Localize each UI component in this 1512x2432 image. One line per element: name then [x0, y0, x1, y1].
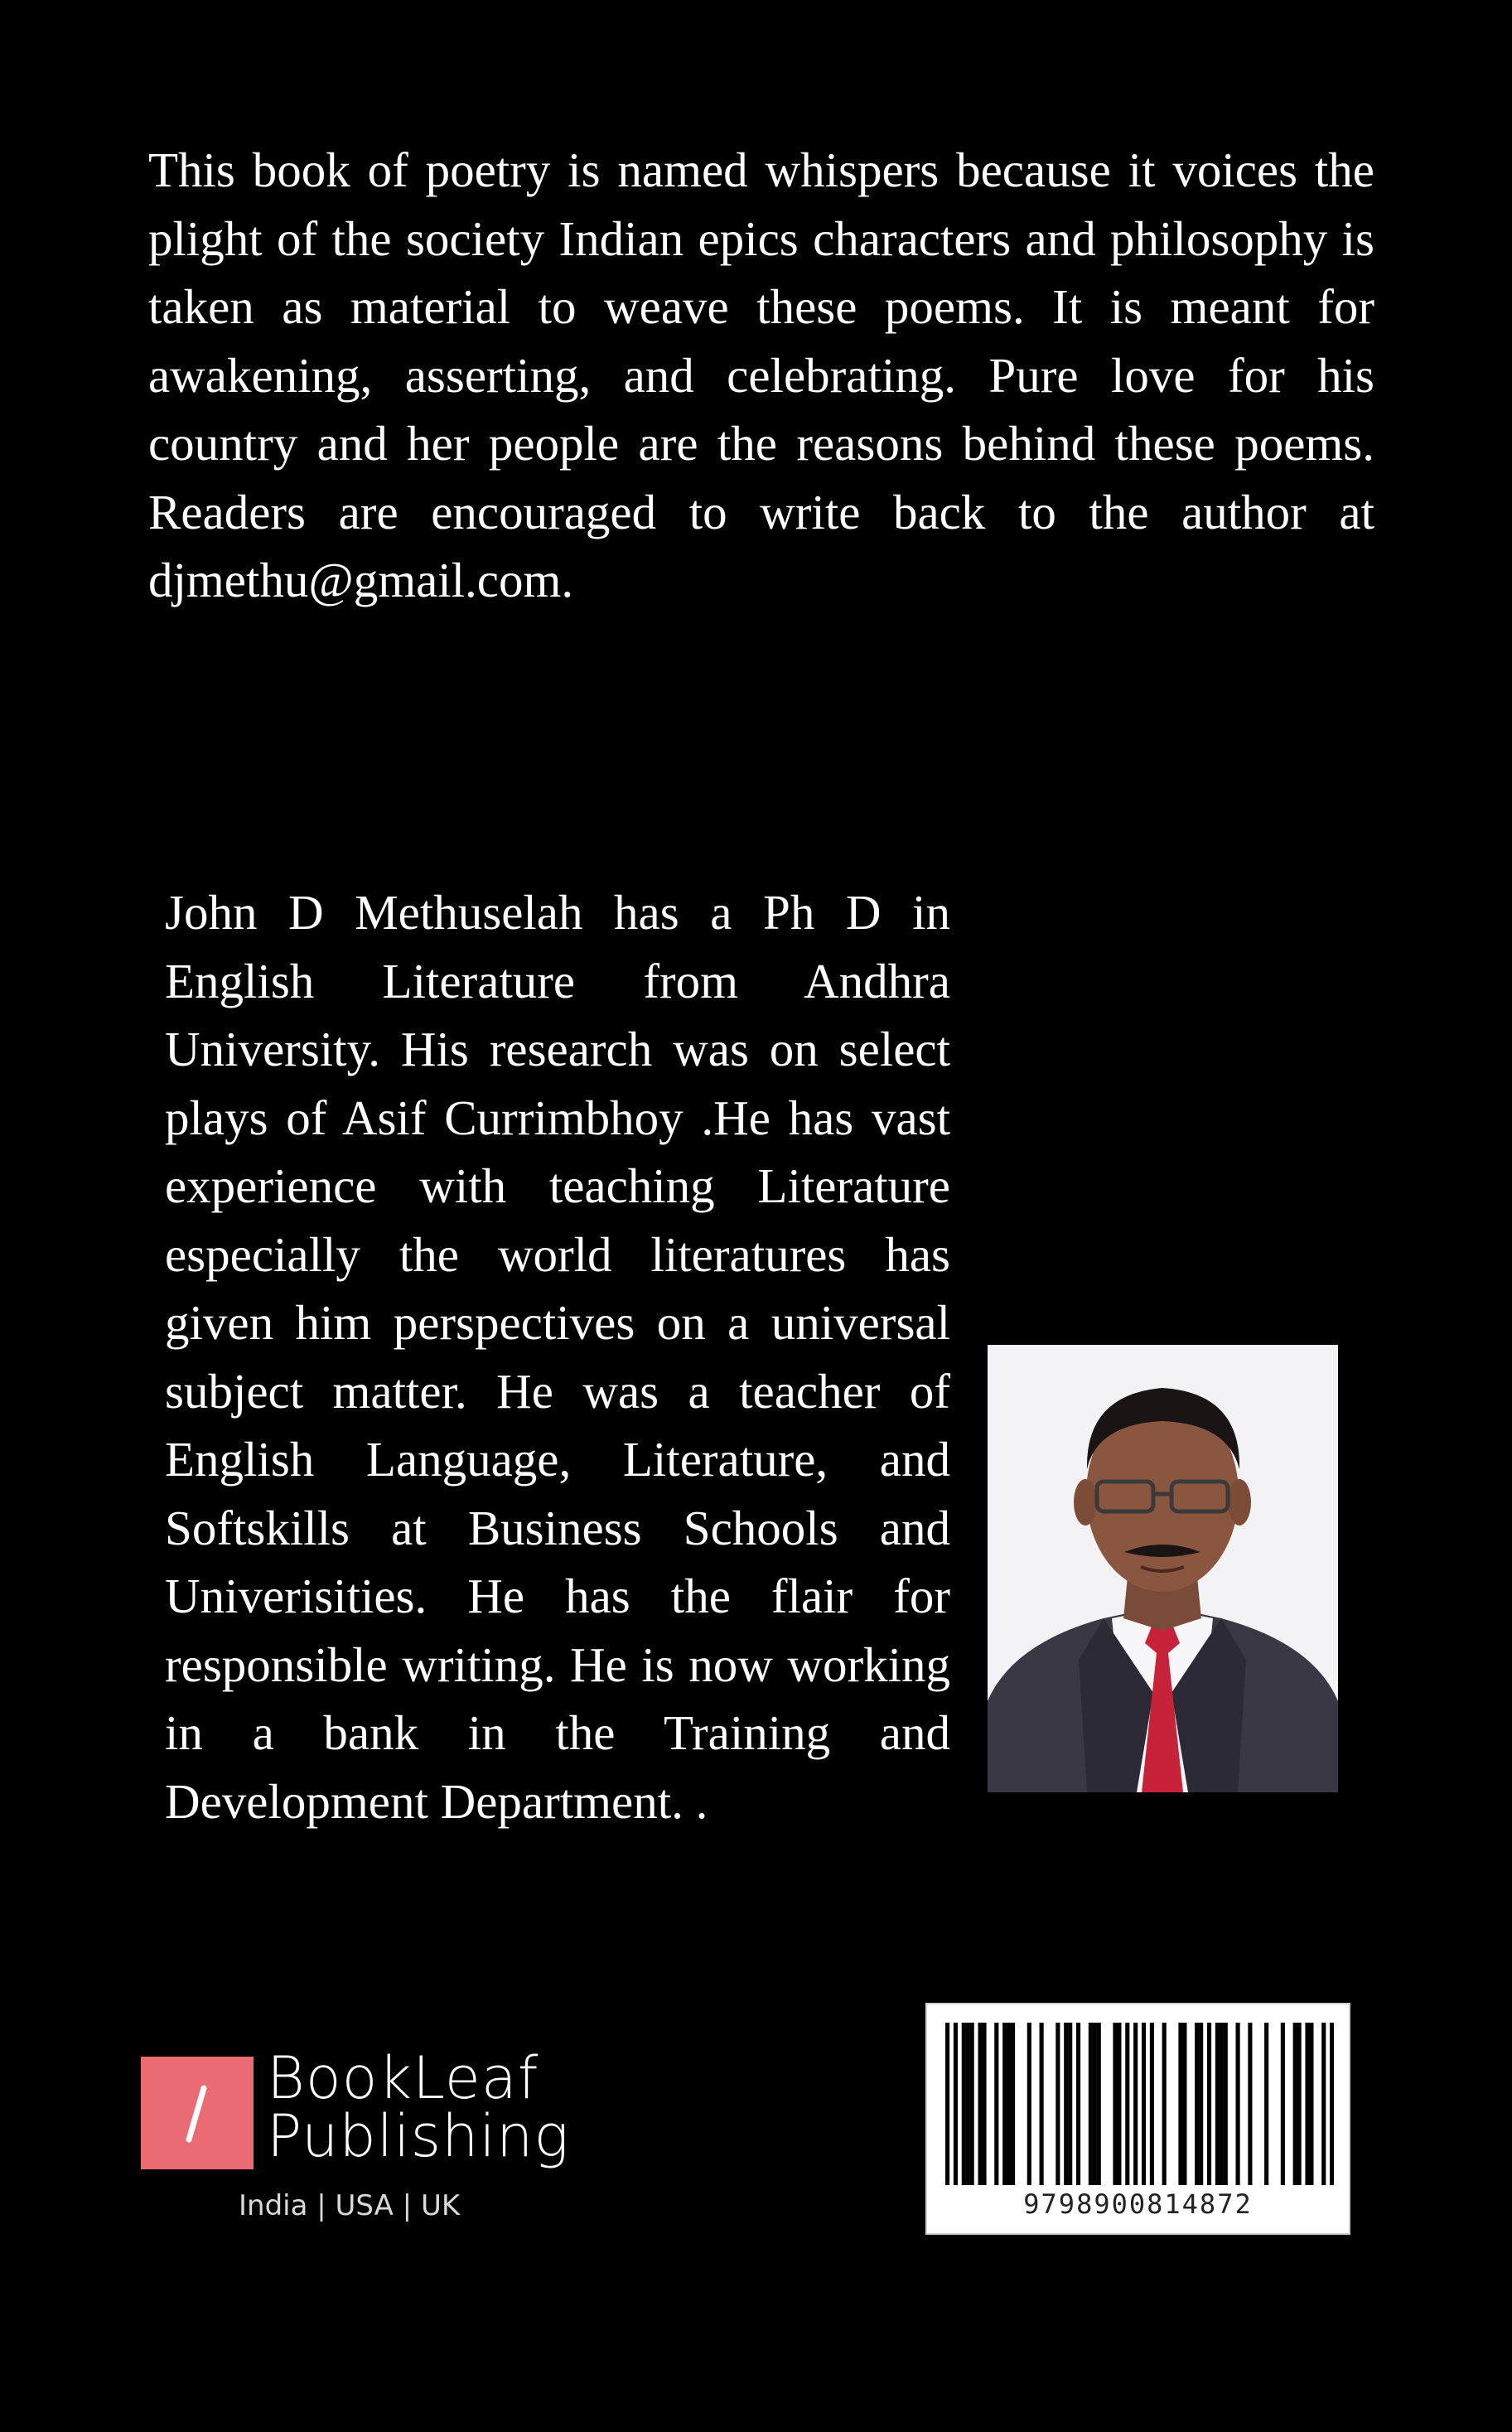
publisher-name-line2: Publishing: [267, 2102, 570, 2170]
barcode-bar: [1125, 2023, 1129, 2185]
isbn-number: 9798900814872: [1023, 2188, 1253, 2220]
barcode-bar: [966, 2023, 970, 2185]
barcode-bar: [1207, 2023, 1211, 2185]
barcode-bar: [1007, 2023, 1011, 2185]
back-cover-blurb: This book of poetry is named whispers because it voices the plight of the society Indian epics characters and philosophy is taken as material to weave these poems. It is meant for awakening, asserting, and celebrating. Pure love for his country and her people are the reasons behind these poems. Readers are encouraged to write back to the author at djmethu@gmail.com.: [148, 143, 1374, 607]
bookleaf-slash-icon: [141, 2057, 254, 2169]
barcode-bar: [1199, 2023, 1203, 2185]
barcode-bar: [1133, 2023, 1138, 2185]
barcode-bar: [982, 2023, 986, 2185]
barcode-bar: [994, 2023, 998, 2185]
barcode-bar: [1113, 2023, 1117, 2185]
barcode-bar: [1064, 2023, 1068, 2185]
isbn-barcode: [925, 2003, 1350, 2235]
barcode-bar: [1305, 2023, 1309, 2185]
barcode-bar: [1093, 2023, 1097, 2185]
publisher-regions: India | USA | UK: [239, 2189, 461, 2222]
barcode-bar: [1293, 2023, 1297, 2185]
barcode-bar: [1248, 2023, 1252, 2185]
barcode-bar: [1040, 2023, 1044, 2185]
barcode-bar: [1002, 2023, 1007, 2185]
barcode-bar: [1224, 2023, 1228, 2185]
barcode-bar: [1297, 2023, 1302, 2185]
barcode-bar: [1076, 2023, 1080, 2185]
barcode-bar: [1182, 2023, 1186, 2185]
barcode-bar: [978, 2023, 982, 2185]
barcode-bar: [954, 2023, 958, 2185]
barcode-bar: [1236, 2023, 1240, 2185]
author-bio: John D Methuselah has a Ph D in English Literature from Andhra University. His research was on select plays of Asif Currimbhoy .He has vast experience with teaching Literature especially the world literatures has given him perspectives on a universal subject matter. He was a teacher of English Language, Literature, and Softskills at Business Schools and Univerisities. He has the flair for responsible writing. He is now working in a bank in the Training and Development Department. .: [165, 885, 950, 1829]
barcode-bar: [1330, 2023, 1334, 2185]
barcode-bar: [1309, 2023, 1313, 2185]
barcode-bar: [1011, 2023, 1015, 2185]
barcode-bar: [1117, 2023, 1121, 2185]
barcode-bars: [945, 2023, 1334, 2185]
barcode-bar: [1089, 2023, 1093, 2185]
author-photo: [988, 1345, 1338, 1792]
barcode-bar: [970, 2023, 974, 2185]
barcode-bar: [1150, 2023, 1154, 2185]
barcode-bar: [1195, 2023, 1199, 2185]
publisher-logo: [141, 2044, 572, 2229]
barcode-bar: [962, 2023, 966, 2185]
barcode-bar: [1215, 2023, 1220, 2185]
barcode-bar: [1162, 2023, 1167, 2185]
barcode-bar: [1321, 2023, 1326, 2185]
barcode-bar: [1027, 2023, 1031, 2185]
publisher-name-line1: BookLeaf: [267, 2044, 539, 2112]
barcode-bar: [1097, 2023, 1101, 2185]
barcode-bar: [945, 2023, 949, 2185]
barcode-bar: [1264, 2023, 1268, 2185]
barcode-bar: [1142, 2023, 1146, 2185]
barcode-bar: [1281, 2023, 1285, 2185]
barcode-bar: [1220, 2023, 1224, 2185]
barcode-bar: [1056, 2023, 1060, 2185]
barcode-bar: [1178, 2023, 1182, 2185]
barcode-bar: [1068, 2023, 1072, 2185]
